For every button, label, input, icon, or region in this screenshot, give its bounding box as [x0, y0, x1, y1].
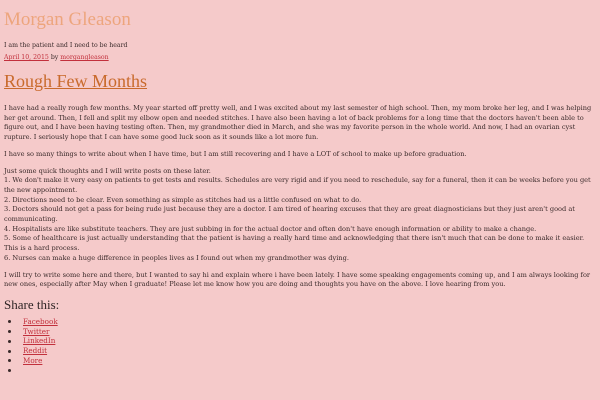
post-list-item: 3. Doctors should not get a pass for being rude just because they are a doctor. I am tired of hearing excuses that they are great diagnosticians but they just aren't good at communicating. — [4, 205, 575, 224]
share-facebook-link[interactable]: Facebook — [23, 316, 58, 326]
post-list-item: 1. We don't make it very easy on patients to get tests and results. Schedules are very rigid and if you need to reschedule, say for a funeral, then it can be weeks before you get the new appointment. — [4, 176, 591, 194]
post-paragraph: I have so many things to write about when I have time, but I am still recovering and I have a LOT of school to make up before graduation. — [4, 149, 467, 158]
post-title[interactable]: Rough Few Months — [4, 71, 148, 91]
post-list-item: 6. Nurses can make a huge difference in peoples lives as I found out when my grandmother was dying. — [4, 253, 349, 262]
site-title[interactable]: Morgan Gleason — [4, 9, 131, 30]
post-date-link[interactable]: April 10, 2015 — [4, 54, 49, 61]
share-list — [4, 317, 596, 375]
post-by-label: by — [50, 54, 59, 61]
share-item — [8, 327, 596, 337]
post-list-item: 2. Directions need to be clear. Even something as simple as stitches had us a little confused on what to do. — [4, 195, 362, 204]
post-closing: I will try to write some here and there, but I wanted to say hi and explain where i have been lately. I have some speaking engagements coming up, and I am always looking for new ones, especially after May when I graduate! Please let me know how you are doing and thoughts you have on the above. I love hearing from you. — [4, 270, 591, 289]
post-content — [4, 104, 596, 290]
post-paragraph: I have had a really rough few months. My year started off pretty well, and I was excited about my last semester of high school. Then, my mom broke her leg, and I was helping her get around. Then, I fell and split my elbow open and needed stitches. I have also been having a lot of back problems for a long time that the doctors haven't been able to figure out, and I have been having testing often. Then, my grandmother died in March, and she was my favorite person in the whole world. And now, I had an ovarian cyst rupture. I seriously hope that I can have some good luck soon as it sounds like a lot more fun. — [4, 104, 592, 142]
share-more-link[interactable]: More — [23, 355, 43, 365]
post-meta — [4, 54, 596, 62]
share-item — [8, 336, 596, 346]
share-item-empty — [8, 365, 596, 375]
share-item — [8, 317, 596, 327]
site-tagline: I am the patient and I need to be heard — [4, 42, 128, 49]
share-item — [8, 356, 596, 366]
post-list-intro: Just some quick thoughts and I will write posts on these later. — [4, 166, 211, 175]
post-list-block — [4, 167, 596, 264]
post-author-link[interactable]: morgangleason — [60, 54, 109, 61]
share-linkedin-link[interactable]: LinkedIn — [23, 336, 56, 346]
share-reddit-link[interactable]: Reddit — [23, 346, 48, 356]
share-item — [8, 346, 596, 356]
post-list-item: 5. Some of healthcare is just actually understanding that the patient is having a really hard time and acknowledging that there isn't much that can be done to make it easier. This is a hard process. — [4, 234, 585, 253]
share-title: Share this: — [4, 296, 60, 312]
share-twitter-link[interactable]: Twitter — [23, 326, 50, 336]
post-list-item: 4. Hospitalists are like substitute teachers. They are just subbing in for the actual doctor and often don't have enough information or ability to make a change. — [4, 224, 537, 233]
